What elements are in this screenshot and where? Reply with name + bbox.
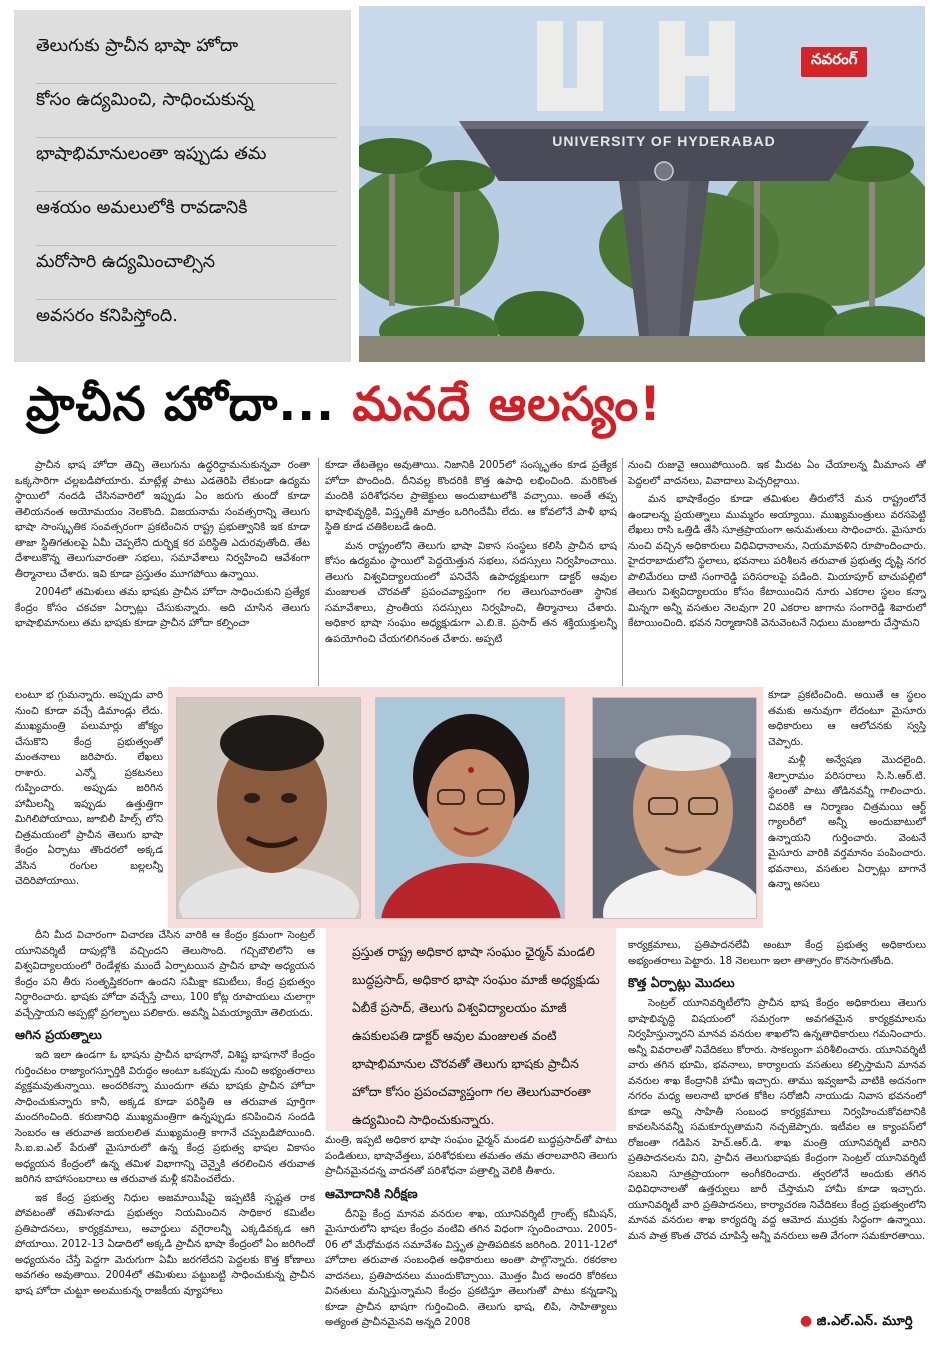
paragraph: ఇక కేంద్ర ప్రభుత్వ నిధుల అజమాయిషీపై ఇప్పటికీ స్పష్టత రాక పోవటంతో తమిళనాడు ప్రభుత్వం నియమించిన సాధికార కమిటీల ప్రతిపాదనలు, కార్యక్రమాలు, అవార్డులు వగైరాలన్నీ ఎక్కడివక్కడ ఆగి పోయాయి. 2012-13 ఏడాదిలో అక్కడి ప్రాచీన భాషా కేంద్రంలో ఏం జరిగిందో అధ్యయనం చేస్తే పెద్దగా మెరుగుగా ఏమీ జరగలేదని పెద్దలకు కొత్త కోణాలు అవగతం అవుతాయి. 2004లో తమిళులు పట్టుబట్టి సాధించుకున్న ప్రాచీన భాష హోదా చుట్టూ అలముకున్న రాజకీయ వ్యూహాలు	[15, 1192, 315, 1297]
section-badge: నవరంగ్	[801, 47, 867, 77]
subheading: కొత్త ఏర్పాట్లు మొదలు	[628, 975, 735, 990]
byline	[800, 1313, 913, 1332]
byline-author: జి.ఎల్.ఎన్. మూర్తి	[816, 1314, 913, 1329]
column-1-top	[15, 458, 310, 683]
headline	[26, 370, 926, 446]
paragraph: నుంచి రుజువై ఆయిపోయింది. ఇక మీదట ఏం చేయాలన్న మీమాంస తో పెద్దలలో వాదనలు, వివాదాలు పెచ్చరిల్లాయి.	[628, 460, 926, 487]
paragraph: 2004లో తమిళులు తమ భాషకు ప్రాచీన హోదా సాధించుకుని ప్రత్యేక కేంద్రం కోసం చకచకా ఏర్పాట్లు చేసుకున్నారు. అది చూసిన తెలుగు భాషాభిమానులు తమ భాషకు కూడా ప్రాచీన హోదా కల్పించా	[15, 587, 310, 629]
paragraph: దీనిపై కేంద్ర మానవ వనరుల శాఖ, యూనివర్శిటీ గ్రాంట్స్ కమీషన్, మైసూరులోని భాషల కేంద్రం వంటివి తగిన విధంగా స్పందించాయి. 2005-06 లో మేధోమథన సమావేశం విస్తృత ప్రాతిపదికన జరిగింది. 2011-12లో హోదాల తరువాత సంబంధిత అధికారులు అంతా పాల్గొన్నారు. రకరకాల వాదనలు, ప్రతిపాదనలు ముందుకొచ్చాయి. మొత్తం మీద అందరి కోరికలు వినతులు మన్నిస్తున్నామని కేంద్రం ప్రకటిస్తూ తెలుగుతో పాటు కన్నడాన్ని కూడా ప్రాచీన భాషగా గుర్తించింది. తెలుగు భాష, లిపి, సాహిత్యాలు అత్యంత ప్రాచీనమైనవి అన్నది 2008	[325, 1208, 617, 1328]
paragraph: కూడా తేటతెల్లం అవుతాయి. నిజానికి 2005లో సంస్కృతం కూడ ప్రత్యేక హోదా పొందింది. దీనివల్ల కొందరికి కొత్త ఉపాధి లభించింది. మరికొంత మందికి పరిశోధనల ప్రాజెక్టులు అందుబాటులోకి వచ్చాయి. అంతే తప్ప భాషాభివృద్ధికి, విస్తృతికి మాత్రం ఒరిగిందేమీ లేదు. ఆ కోవలోనే పాళీ భాష స్థితి కూడ చతికిలబడే ఉంది.	[325, 460, 617, 533]
column-1-bottom	[15, 928, 315, 1338]
column-3-narrow	[768, 688, 926, 933]
lead-line: భాషాభిమానులంతా ఇప్పుడు తమ	[36, 138, 337, 192]
paragraph: మన భాషాకేంద్రం కూడా తమిళుల తీరులోనే మన రాష్ట్రంలోనే ఉండాలన్న ప్రయత్నాలు ముమ్మరం అయ్యాయి. ముఖ్యమంత్రులు వరసపెట్టి లేఖలు రాసి ఒత్తిడి తేసి సూత్రప్రాయంగా అనుమతులు సాధించారు. మైసూరు నుంచి వచ్చిన అధికారులు విధివిధానాలను, నియమావళిని రూపొందించారు. హైదరాబాదులోని స్థలాలు, భవనాలు పరిశీలన తరువాత ప్రభుత్వ దృష్టి నగర పొలిమేరలు దాటి సంగారెడ్డి పరిసరాలపై పడింది. మియాపూర్ బాచుపల్లిలో తెలుగు విశ్వవిద్యాలయం కోసం కేటాయించిన నూరు ఎకరాల స్థలం కన్నా మిన్నగా అన్నీ వసతుల నెలవుగా 20 ఎకరాల జాగాను సంగారెడ్డి శివారులో కేటాయించింది. భవన నిర్మాణానికి వెనువెంటనే నిధులు మంజూరు చేస్తామని	[628, 494, 926, 629]
pull-quote: ప్రస్తుత రాష్ట్ర అధికార భాషా సంఘం ఛైర్మన్ మండలి బుద్ధప్రసాద్, అధికార భాషా సంఘం మాజీ అధ్యక్షుడు ఏబీకే ప్రసాద్, తెలుగు విశ్వవిద్యాలయం మాజీ ఉపకులపతి డాక్టర్ ఆవుల మంజులత వంటి భాషాభిమానుల చొరవతో తెలుగు భాషకు ప్రాచీన హోదా కోసం ప్రపంచవ్యాప్తంగా గల తెలుగువారంతా ఉద్యమించి సాధించుకున్నారు.	[326, 928, 616, 1131]
lead-line: మరోసారి ఉద్యమించాల్సిన	[36, 246, 337, 300]
column-divider	[318, 458, 319, 686]
portrait-photo	[176, 697, 361, 919]
paragraph: మళ్లీ అన్వేషణ మొదలైంది. శిల్పారామం పరిసరాలు సి.సి.ఆర్.టి. స్థలంతో పాటు తోడినవన్నీ గాలించారు. చివరికి ఆ నిర్మాణం చిత్రమయి ఆర్ట్ గ్యాలరీలో అన్నీ అందుబాటులో ఉన్నాయని గుర్తించారు. వెంటనే మైసూరు వారికి వర్తమానం పంపించారు. భవనాలు, వసతుల ఏర్పాట్లు బాగానే ఉన్నా అసలు	[768, 755, 926, 890]
column-divider	[622, 458, 623, 686]
gate-sign-text: UNIVERSITY OF HYDERABAD	[552, 133, 776, 149]
lead-line: తెలుగుకు ప్రాచీన భాషా హోదా	[36, 30, 337, 84]
paragraph: ప్రాచీన భాష హోదా తెచ్చి తెలుగును ఉద్ధరిద్దామనుకున్నవా రంతా ఒక్కసారిగా చల్లబడిపోయారు. మాట్లేళ్ల పాటు ఎడతెరిపి లేకుండా ఉద్యమ స్థాయిలో నందడి చేసినవారిలో ఇప్పుడు ఏం జరుగు తుందో కూడా తెలియనంత అయోమయం నెలకొంది. విజయనామ సంవత్సరాన్ని తెలుగు భాషా సాంస్కృతిక సంవత్సరంగా ప్రకటించిన రాష్ట్ర ప్రభుత్వానికి ఇక కూడా తాజా స్థితిగతులపై ఏమీ చెప్పలేని దుర్భిక్ష కర పరిస్థితి ఎదురవుతోంది. తేట దేశాలుకొన్న తెలుగువారంతా సభలు, సమావేశాలు నిర్వహించి ఆవేశంగా తీర్మానాలు చేశారు. ఇవి కూడా ప్రస్తుతం మూగపోయి ఉన్నాయి.	[15, 460, 310, 580]
paragraph: మంత్రి, ఇప్పటి అధికార భాషా సంఘం ఛైర్మన్ మండలి బుద్ధప్రసాద్‌తో పాటు పండితులు, భాషావేత్తలు, పరిశోధకులు తమతం తమ తరాలవారిని తెలుగు ప్రాచీనమైనదన్న వాదనతో పరిశోధనా పత్రాల్ని వెలికి తీశారు.	[325, 1135, 617, 1177]
column-2-top	[325, 458, 617, 683]
headline-part-2: మనదే ఆలస్యం!	[352, 377, 662, 432]
portrait-man-illustration	[177, 698, 361, 919]
column-3-bottom	[628, 938, 926, 1310]
column-2-bottom	[325, 1133, 617, 1338]
subheading: ఆమోదానికి నిరీక్షణ	[325, 1185, 418, 1201]
portrait-strip	[168, 687, 763, 928]
paragraph: కూడా ప్రకటించింది. అయితే ఆ స్థలం తమకు అనువుగా లేదంటూ మైసూరు అధికారులు ఆ ఆలోచనకు స్వస్తి చెప్పారు.	[768, 690, 926, 748]
paragraph: సెంట్రల్ యూనివర్శిటీలోని ప్రాచీన భాష కేంద్రం అధికారులు తెలుగు భాషాభివృద్ధి విషయంలో సమగ్రంగా అవగతమైన కార్యక్రమాలను నిర్వహిస్తున్నారని మానవ వనరుల శాఖలోని ఉన్నతాధికారులు గమనించారు. అన్నీ వివరాలతో నివేదికలు కోరారు. సాకల్యంగా పరిశీలించారు. యూనివర్శిటీ వారు తగిన భూమి, భవనాలు, కార్యాలయ వసతులు కల్పిస్తామని మానవ వనరుల శాఖ కేంద్రానికి హామీ ఇచ్చారు. తాము ఇవ్వజూపే వాటికి అదనంగా నగరం మధ్య అలనాటి భారత కోకిల సరోజినీ నాయుడు నివాస భవనంలో కూడా అన్ని సాహితీ సంబంధ కార్యక్రమాలు నిర్వహించుకోవటానికి కావలసినవన్నీ సమకూర్చుతామని నచ్చజెప్పారు. ఇటీవల ఆ క్యాంపస్‌లో రోజంతా గడిపిన హెచ్.ఆర్.డి. శాఖ మంత్రి యూనివర్శిటీ వారిని ప్రతిపాదనలను విని, ప్రాచీన తెలుగుభాషకు కేంద్రంగా సెంట్రల్ యూనివర్శిటీ సబబని సూత్రప్రాయంగా అంగీకరించారు. త్వరలోనే అందుకు తగిన విధివిధానాలతో ఉత్తర్వులు జారీ చేస్తామని హామీ కూడా ఇచ్చారు. యూనివర్శిటీ వారి ప్రతిపాదనలు, కార్యాచరణ నివేదికలు కేంద్ర ప్రభుత్వంలోని మానవ వనరుల శాఖ కార్యదర్శి వద్ద ఆమోద ముద్రకు సిద్ధంగా ఉన్నాయి. మన పాత్ర కొంత చొరవ చూపిస్తే అన్నీ వనరులు అతి వేగంగా సమకూరతాయి.	[628, 998, 926, 1242]
lead-line: కోసం ఉద్యమించి, సాధించుకున్న	[36, 84, 337, 138]
portrait-woman-illustration	[376, 698, 565, 919]
paragraph: లంటూ భ గ్గుమన్నారు. అప్పుడు వారి నుంచి కూడా వచ్చే డిమాండ్లు లేదు. ముఖ్యమంత్రి పలుమార్లు జోక్యం చేసుకొని కేంద్ర ప్రభుత్వంతో మంతనాలు జరిపారు. లేఖలు రాశారు. ఎన్నో ప్రకటనలు గుప్పించారు. అప్పుడు జరిగిన హామీలన్నీ ఇప్పుడు ఉత్తుత్తిగా మిగిలిపోయాయి, జూబిలీ హిల్స్ లోని చిత్రమయంలో ప్రాచీన తెలుగు భాషా కేంద్రం ఏర్పాటు తొందరలో అక్కడ వేసిన రంగుల బల్లలన్నీ చెదిరిపోయాయి.	[15, 690, 163, 887]
column-3-top	[628, 458, 926, 683]
lead-line: ఆశయం అమలులోకి రావడానికి	[36, 192, 337, 246]
column-1-narrow	[15, 688, 163, 923]
paragraph: దీని మీద విచారంగా విచారణ చేసిన వారికి ఆ కేంద్రం క్రమంగా సెంట్రల్ యూనివర్శిటీ దాపుల్లోకి వచ్చిందని తెలుసొంది. గచ్చిబౌలిలోని ఆ విశ్వవిద్యాలయంలో రెండేళ్లకు ముందే ఏర్పాటయిన ప్రాచీన భాషా అధ్యయన కేంద్రం పని తీరు సంతృప్తికరంగా ఉందని సమీక్షా కమిటీలు, కేంద్ర ప్రభుత్వం నిర్ధారించారు. భాషకు హోదా వచ్చేస్తే చాలు, 100 కోట్ల రూపాయలు చులాగ్గా వచ్చేస్తాయని అప్పట్లో ప్రగల్భాలు పలికారు. అవన్నీ ఏమయ్యాయో తెలియదు.	[15, 930, 315, 1019]
portrait-elder-illustration	[593, 698, 757, 919]
paragraph: కార్యక్రమాలు, ప్రతిపాదనలేవీ అంటూ కేంద్ర ప్రభుత్వ అధికారులు అభ్యంతరాలు పెట్టారు. 18 నెలలుగా ఇలా తాత్సారం కొనసాగుతోంది.	[628, 940, 926, 967]
lead-line: అవసరం కనిపిస్తోంది.	[36, 306, 178, 326]
paragraph: ఇది ఇలా ఉండగా ఓ భాషను ప్రాచీన భాషగానో, విశిష్ట భాషగానో కేంద్రం గుర్తించటం రాజ్యాంగస్ఫూర్తికి విరుద్ధం అంటూ ఒకప్పుడు నుంచి అభ్యంతరాలు వ్యక్తమవుతున్నాయి. అందరికన్నా ముందుగా తమ భాషకు ప్రాచీన హోదా సాధించుకున్నారు కానీ, అక్కడ కూడా పరిస్థితి ఆ తరువాత పూర్తిగా మందగించింది. కరుణానిధి ముఖ్యమంత్రిగా ఉన్నప్పుడు కనిపించిన సందడి సెంబరం ఆ తరువాత జయలలిత ముఖ్యమంత్రి కాగానే చప్పబడిపోయింది. సి.ఐ.ఐ.ఎల్ పేరుతో మైసూరులో ఉన్న కేంద్ర ప్రభుత్వ భాషల వికాసం అధ్యయన కేంద్రంలో ఉన్న తమిళ విభాగాన్ని చెన్నైకి తరలించిన తరువాత జరిగిన బాహాసంబరాలు ఆ తరువాత మళ్లీ కనిపించలేదు.	[15, 1050, 315, 1185]
lead-box	[14, 10, 351, 362]
paragraph: మన రాష్ట్రంలోని తెలుగు భాషా వికాస సంస్థలు కలిసి ప్రాచీన భాష కోసం ఉద్యమం స్థాయిలో పెద్దయెత్తున సభలు, సదస్సులు నిర్వహించాయి. తెలుగు విశ్వవిద్యాలయంలో పనిచేసే ఉపాధ్యక్షులుగా డాక్టర్ ఆవుల మంజులత చొరవతో ప్రపంచవ్యాప్తంగా గల తెలుగువారంతా స్థానిక సమావేశాలు, ప్రాంతీయ సదస్సులు నిర్వహించి, తీర్మానాలు చేశారు. అధికార భాషా సంఘం అధ్యక్షుడుగా ఎ.బి.కె. ప్రసాద్ తన శక్తియుక్తులన్నీ ఉపయోగించి చేయగలిగినంత చేశారు. అప్పటి	[325, 540, 617, 645]
portrait-photo	[592, 697, 757, 919]
bullet-icon: ●	[800, 1313, 813, 1329]
portrait-photo	[375, 697, 565, 919]
subheading: ఆగిన ప్రయత్నాలు	[15, 1027, 102, 1042]
headline-part-1: ప్రాచీన హోదా...	[26, 377, 335, 432]
